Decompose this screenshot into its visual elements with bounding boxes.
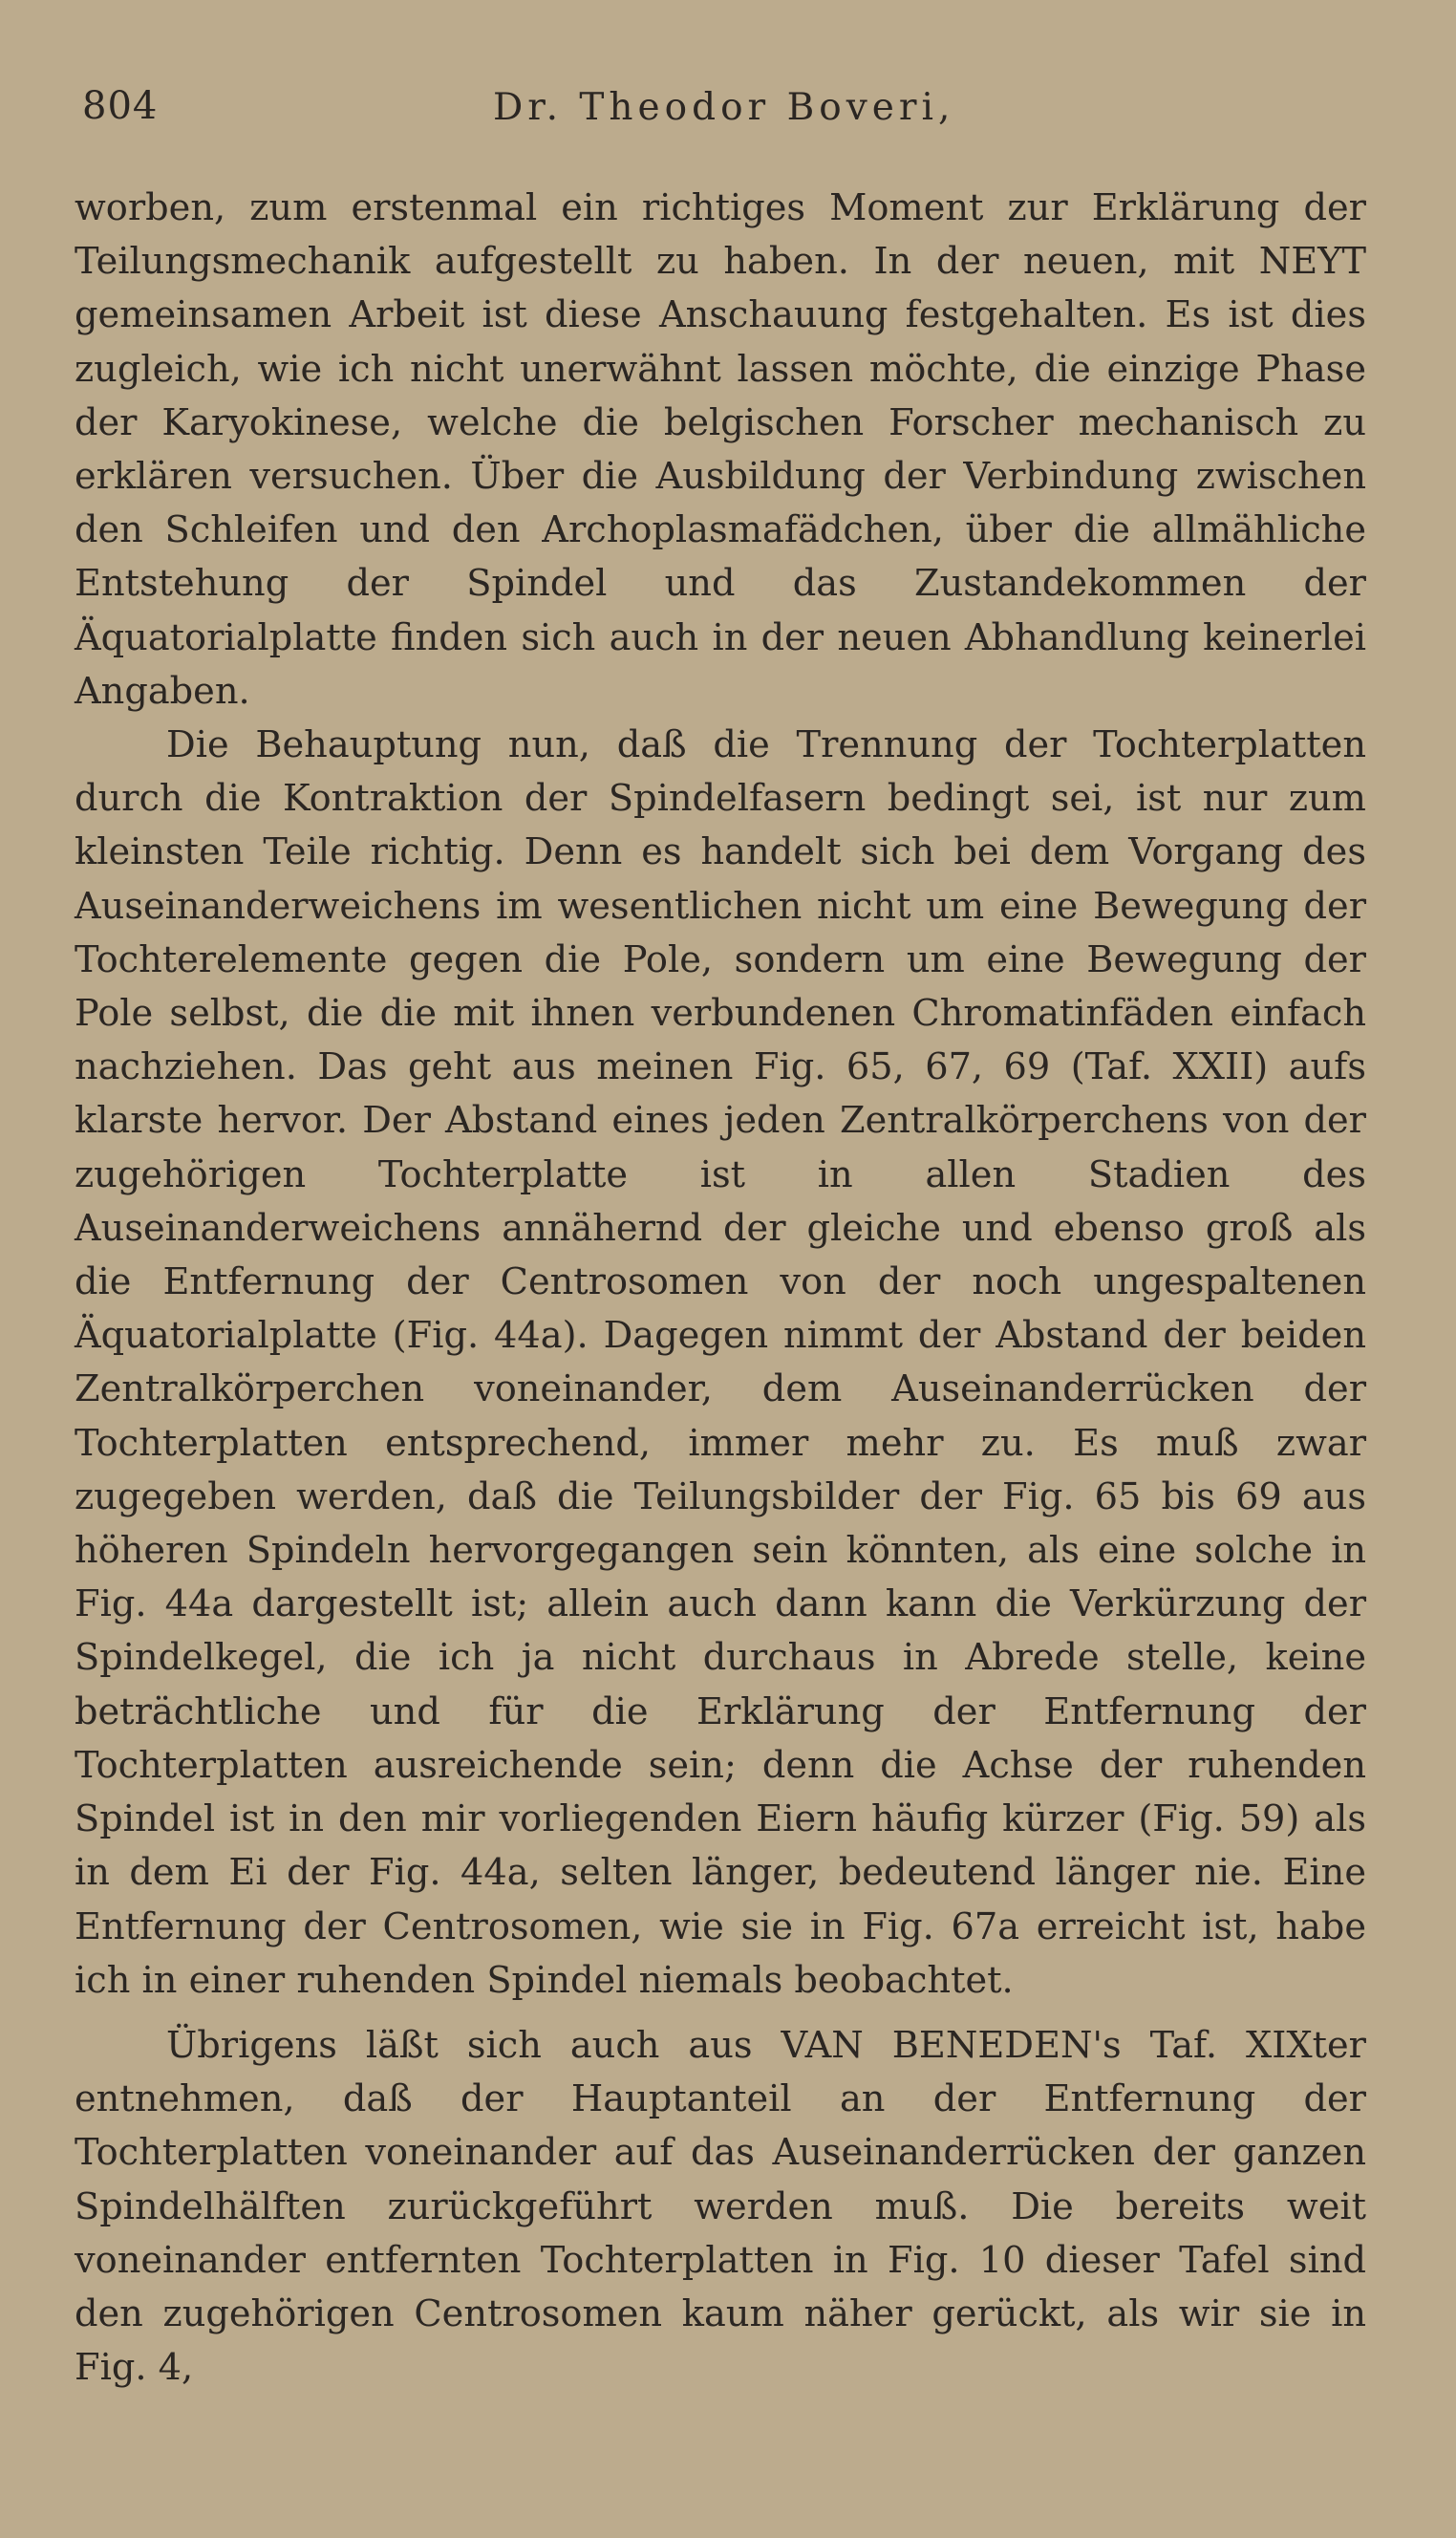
paragraph-1: worben, zum erstenmal ein richtiges Moment zur Erklärung der Teilungsmechanik aufgestellt zu haben. In der neuen, mit NEYT gemeinsamen Arbeit ist diese Anschauung festgehalten. Es ist dies zugleich, wie ich nicht unerwähnt lassen möchte, die einzige Phase der Karyokinese, welche die belgischen Forscher mechanisch zu erklären versuchen. Über die Ausbildung der Verbindung zwischen den Schleifen und den Archoplasmafädchen, über die allmähliche Entstehung der Spindel und das Zustandekommen der Äquatorialplatte finden sich auch in der neuen Abhandlung keinerlei Angaben.: [75, 186, 1366, 713]
page-number: 804: [82, 84, 159, 128]
page-header: [82, 84, 1362, 151]
body-text: [75, 182, 1366, 2395]
paragraph-2: Die Behauptung nun, daß die Trennung der Tochterplatten durch die Kontraktion der Spindelfasern bedingt sei, ist nur zum kleinsten Teile richtig. Denn es handelt sich bei dem Vorgang des Auseinanderweichens im wesentlichen nicht um eine Bewegung der Tochterelemente gegen die Pole, sondern um eine Bewegung der Pole selbst, die die mit ihnen verbundenen Chromatinfäden einfach nachziehen. Das geht aus meinen Fig. 65, 67, 69 (Taf. XXII) aufs klarste hervor. Der Abstand eines jeden Zentralkörperchens von der zugehörigen Tochterplatte ist in allen Stadien des Auseinanderweichens annähernd der gleiche und ebenso groß als die Entfernung der Centrosomen von der noch ungespaltenen Äquatorialplatte (Fig. 44a). Dagegen nimmt der Abstand der beiden Zentralkörperchen voneinander, dem Auseinanderrücken der Tochterplatten entsprechend, immer mehr zu. Es muß zwar zugegeben werden, daß die Teilungsbilder der Fig. 65 bis 69 aus höheren Spindeln hervorgegangen sein könnten, als eine solche in Fig. 44a dargestellt ist; allein auch dann kann die Verkürzung der Spindelkegel, die ich ja nicht durchaus in Abrede stelle, keine beträchtliche und für die Erklärung der Entfernung der Tochterplatten ausreichende sein; denn die Achse der ruhenden Spindel ist in den mir vorliegenden Eiern häufig kürzer (Fig. 59) als in dem Ei der Fig. 44a, selten länger, bedeutend länger nie. Eine Entfernung der Centrosomen, wie sie in Fig. 67a erreicht ist, habe ich in einer ruhenden Spindel niemals beobachtet.: [75, 723, 1366, 2002]
paragraph-3: Übrigens läßt sich auch aus VAN BENEDEN's Taf. XIXter entnehmen, daß der Hauptanteil an der Entfernung der Tochterplatten voneinander auf das Auseinanderrücken der ganzen Spindelhälften zurückgeführt werden muß. Die bereits weit voneinander entfernten Tochterplatten in Fig. 10 dieser Tafel sind den zugehörigen Centrosomen kaum näher gerückt, als wir sie in Fig. 4,: [75, 2023, 1366, 2390]
running-head: Dr. Theodor Boveri,: [493, 86, 955, 129]
